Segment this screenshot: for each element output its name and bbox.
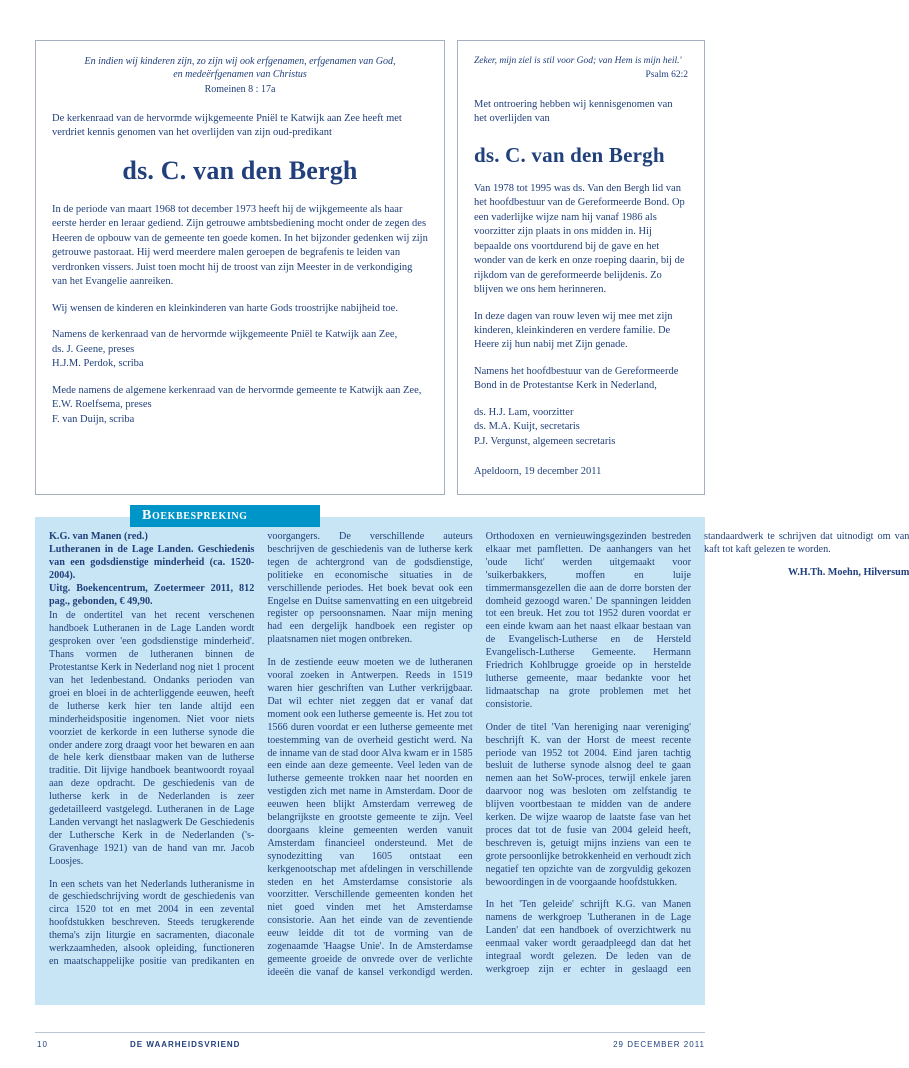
section-header-label: Boekbespreking [142, 508, 248, 523]
obituary-body: In deze dagen van rouw leven wij mee met zijn kinderen, kleinkinderen en verdere familie. De Heere zij hun nabij met Zijn genade. [474, 310, 673, 351]
signature-block [52, 384, 428, 427]
review-body-columns [35, 517, 909, 993]
scripture-verse-line1: Zeker, mijn ziel is stil voor God; van Hem is mijn heil.' [474, 56, 682, 66]
signature-line: ds. J. Geene, preses [52, 343, 135, 355]
scripture-quote [474, 55, 688, 82]
signature-line: P.J. Vergunst, algemeen secretaris [474, 435, 616, 447]
scripture-verse-line1: En indien wij kinderen zijn, zo zijn wij ook erfgenamen, erfgenamen van God, [84, 56, 396, 67]
review-paragraph: In het 'Ten geleide' schrijft K.G. van Manen namens de werkgroep 'Lutheranen in de Lage Landen' dat een handboek of overzichtwerk nu eenmaal vaker wordt geraadpleegd dan dat het integraal wordt gelezen. De leden van de werkgroep zijn er echter in geslaagd een standaardwerk te schrijven dat uitnodigt om van kaft tot kaft gelezen te worden. [485, 531, 909, 975]
signature-line: E.W. Roelfsema, preses [52, 399, 152, 411]
obituaries-row [35, 40, 705, 495]
deceased-name: ds. C. van den Bergh [474, 142, 665, 167]
signature-block [474, 365, 688, 394]
magazine-name: DE WAARHEIDSVRIEND [130, 1040, 241, 1049]
scripture-quote [52, 55, 428, 96]
obituary-body: Van 1978 tot 1995 was ds. Van den Bergh lid van het hoofdbestuur van de Gereformeerde Bond. Op een vaderlijke wijze nam hij vanaf 1986 als voorzitter zijn plaats in ons midden in. Hij bepaalde ons voortdurend bij de gave en het wonder van de kerk en onze roeping daarin, bij de rijkdom van de gereformeerde belijdenis. Zo blijven we ons hem herinneren. [474, 182, 685, 296]
signature-line: ds. H.J. Lam, voorzitter [474, 406, 574, 418]
review-paragraph: In de zestiende eeuw moeten we de lutheranen vooral zoeken in Antwerpen. Reeds in 1519 waren hier geschriften van Luther verkrijgbaar. Dat wil echter niet zeggen dat er vanaf dat moment ook een lutherse gemeente is. Het zou tot 1566 duren voordat er een lutherse gemeente met toestemming van de overheid gesticht werd. Na de inname van de stad door Alva kwam er in 1585 een einde aan deze gemeente. Veel leden van de lutherse gemeente trokken naar het noorden en vestigden zich met name in Amsterdam. Door de eeuwen heen blijkt Amsterdam verreweg de belangrijkste en grootste gemeente te zijn. Veel doorgaans kleine gemeenten werden vanuit Amsterdam financieel ondersteund. Met de synodezitting van 1605 ontstaat een kerkgenootschap met afdelingen in verschillende steden en het Amsterdamse consistorie als voorzitter. Verschillende gemeenten konden het niet goed vinden met het Amsterdamse consistorie. Aan het einde van de zeventiende eeuw leidde dit tot de vorming van de zogenaamde 'Haagse Unie'. In de Amsterdamse gemeente groeide de onvrede over de verlichte ideeën die vanaf de kansel verkondigd werden. Orthodoxen en vernieuwingsgezinden bestreden elkaar met pamfletten. De aanhangers van het 'oude licht' werden uitgemaakt voor 'suikerbakkers, moffen en luije timmermansgezellen die aan de dorre borsten der domheid gezoogd waren.' De spanningen leidden tot een breuk. Het zou tot 1952 duren voordat er een einde kwam aan het naast elkaar bestaan van de Evangelisch-Lutherse en de Hersteld Evangelisch-Lutherse Gemeente. Hermann Friedrich Kohlbrugge groeide op in herstelde lutherse gemeente, maar bedankte voor het lidmaatschap na grote problemen met het consistorie. [267, 531, 691, 978]
obituary-body: Wij wensen de kinderen en kleinkinderen van harte Gods troostrijke nabijheid toe. [52, 302, 398, 314]
section-header-boekbespreking [130, 505, 320, 527]
signature-intro: Namens het hoofdbestuur van de Gereformeerde Bond in de Protestantse Kerk in Nederland, [474, 365, 679, 392]
signature-block [474, 406, 688, 449]
place-date: Apeldoorn, 19 december 2011 [474, 466, 602, 478]
book-details [49, 531, 254, 608]
signature-line: H.J.M. Perdok, scriba [52, 358, 144, 370]
obituary-intro: De kerkenraad van de hervormde wijkgemeente Pniël te Katwijk aan Zee heeft met verdriet kennis genomen van het overlijden van zijn oud-predikant [52, 113, 402, 139]
reviewer-byline: W.H.Th. Moehn, Hilversum [787, 566, 909, 578]
signature-line: F. van Duijn, scriba [52, 413, 135, 425]
review-paragraph: Onder de titel 'Van hereniging naar vereniging' beschrijft K. van der Horst de meest recente periode van 1952 tot 2004. Eind jaren tachtig besluit de lutherse synode alsnog deel te gaan nemen aan het SoW-proces, terwijl enkele jaren daarvoor nog was besloten om zelfstandig te blijven voortbestaan te midden van de andere kerken. De wijze waarop de laatste fase van het proces dat tot de fusie van 2004 geleid heeft, beschreven is, getuigt mijns inziens van een te grote persoonlijke betrokkenheid en verhoudt zich negatief ten opzichte van de zorgvuldig gekozen bewoordingen in de voorgaande hoofdstukken. [485, 721, 691, 888]
signature-block [52, 328, 428, 371]
book-author: K.G. van Manen (red.) [49, 531, 148, 542]
review-paragraph: In een schets van het Nederlands lutheranisme in de geschiedschrijving wordt de geschiedenis van circa 1520 tot en met 2004 in een zevental hoofdstukken beschreven. Steeds terugkerende thema's zijn liturgie en sacramenten, diaconale werkzaamheden, alsook opleiding, functioneren en maatschappelijke positie van predikanten en voorgangers. De verschillende auteurs beschrijven de geschiedenis van de lutherse kerk tegen de achtergrond van de godsdienstige, politieke en economische situaties in de verschillende periodes. Het boek bevat ook een Engelse en Duitse samenvatting en een uitgebreid register op persoonsnamen. Naar mijn mening had een dergelijk handboek een register op plaatsnamen niet mogen ontbreken. [49, 531, 473, 967]
signature-intro: Mede namens de algemene kerkenraad van de hervormde gemeente te Katwijk aan Zee, [52, 384, 422, 396]
scripture-verse-line2: en medeërfgenamen van Christus [173, 69, 307, 80]
issue-date: 29 DECEMBER 2011 [613, 1040, 705, 1049]
obituary-body: In de periode van maart 1968 tot december 1973 heeft hij de wijkgemeente als haar eerste herder en leraar gediend. Zijn getrouwe ambtsbediening mocht onder de zegen des Heeren de opbouw van de gemeente ten goede komen. In het bijzonder gedenken wij zijn getrouwe pastoraat. Hij werd meerdere malen geroepen de begrafenis te leiden van verdronken vissers. Juist toen mocht hij de troost van zijn Meester in de verkondiging van het Evangelie aanreiken. [52, 203, 428, 288]
signature-line: ds. M.A. Kuijt, secretaris [474, 421, 580, 433]
page-number: 10 [37, 1040, 48, 1049]
deceased-name: ds. C. van den Bergh [122, 155, 358, 185]
review-paragraph: In de ondertitel van het recent verschenen handboek Lutheranen in de Lage Landen wordt gesproken over 'een godsdienstige minderheid'. Thans vormen de lutheranen binnen de Protestantse Kerk in Nederland nog niet 1 procent van het ledenbestand. Ondanks perioden van groei en bloei in de achterliggende eeuwen, heeft de lutherse kerk hier ten lande altijd een minderheidspositie ingenomen. Niet voor niets voorziet de kerkorde in een lutherse synode die onder andere zorg draagt voor het bewaren en aan de hele kerk dienstbaar maken van de lutherse traditie. Dit lijvige handboek beantwoordt royaal aan deze opdracht. De geschiedenis van de lutherse kerk in de Nederlanden is zeer gedetailleerd vastgelegd. Lutheranen in de Lage Landen vervangt het naslagwerk De Geschiedenis der Luthersche Kerk in de Nederlanden ('s-Gravenhage 1921) van de hand van mr. Jacob Loosjes. [49, 610, 255, 867]
page-footer [35, 1032, 705, 1052]
signature-intro: Namens de kerkenraad van de hervormde wijkgemeente Pniël te Katwijk aan Zee, [52, 329, 398, 341]
book-review-section [35, 508, 909, 1005]
book-title: Lutheranen in de Lage Landen. Geschiedenis van een godsdienstige minderheid (ca. 1520-2004). [49, 543, 255, 581]
book-publisher: Uitg. Boekencentrum, Zoetermeer 2011, 812 pag., gebonden, € 49,90. [49, 582, 255, 607]
footer-row [35, 1040, 705, 1052]
obituary-intro: Met ontroering hebben wij kennisgenomen van het overlijden van [474, 98, 673, 125]
scripture-reference: Psalm 62:2 [645, 70, 688, 81]
scripture-reference: Romeinen 8 : 17a [204, 84, 276, 95]
obituary-kerkenraad [35, 40, 445, 495]
obituary-hoofdbestuur [457, 40, 705, 495]
